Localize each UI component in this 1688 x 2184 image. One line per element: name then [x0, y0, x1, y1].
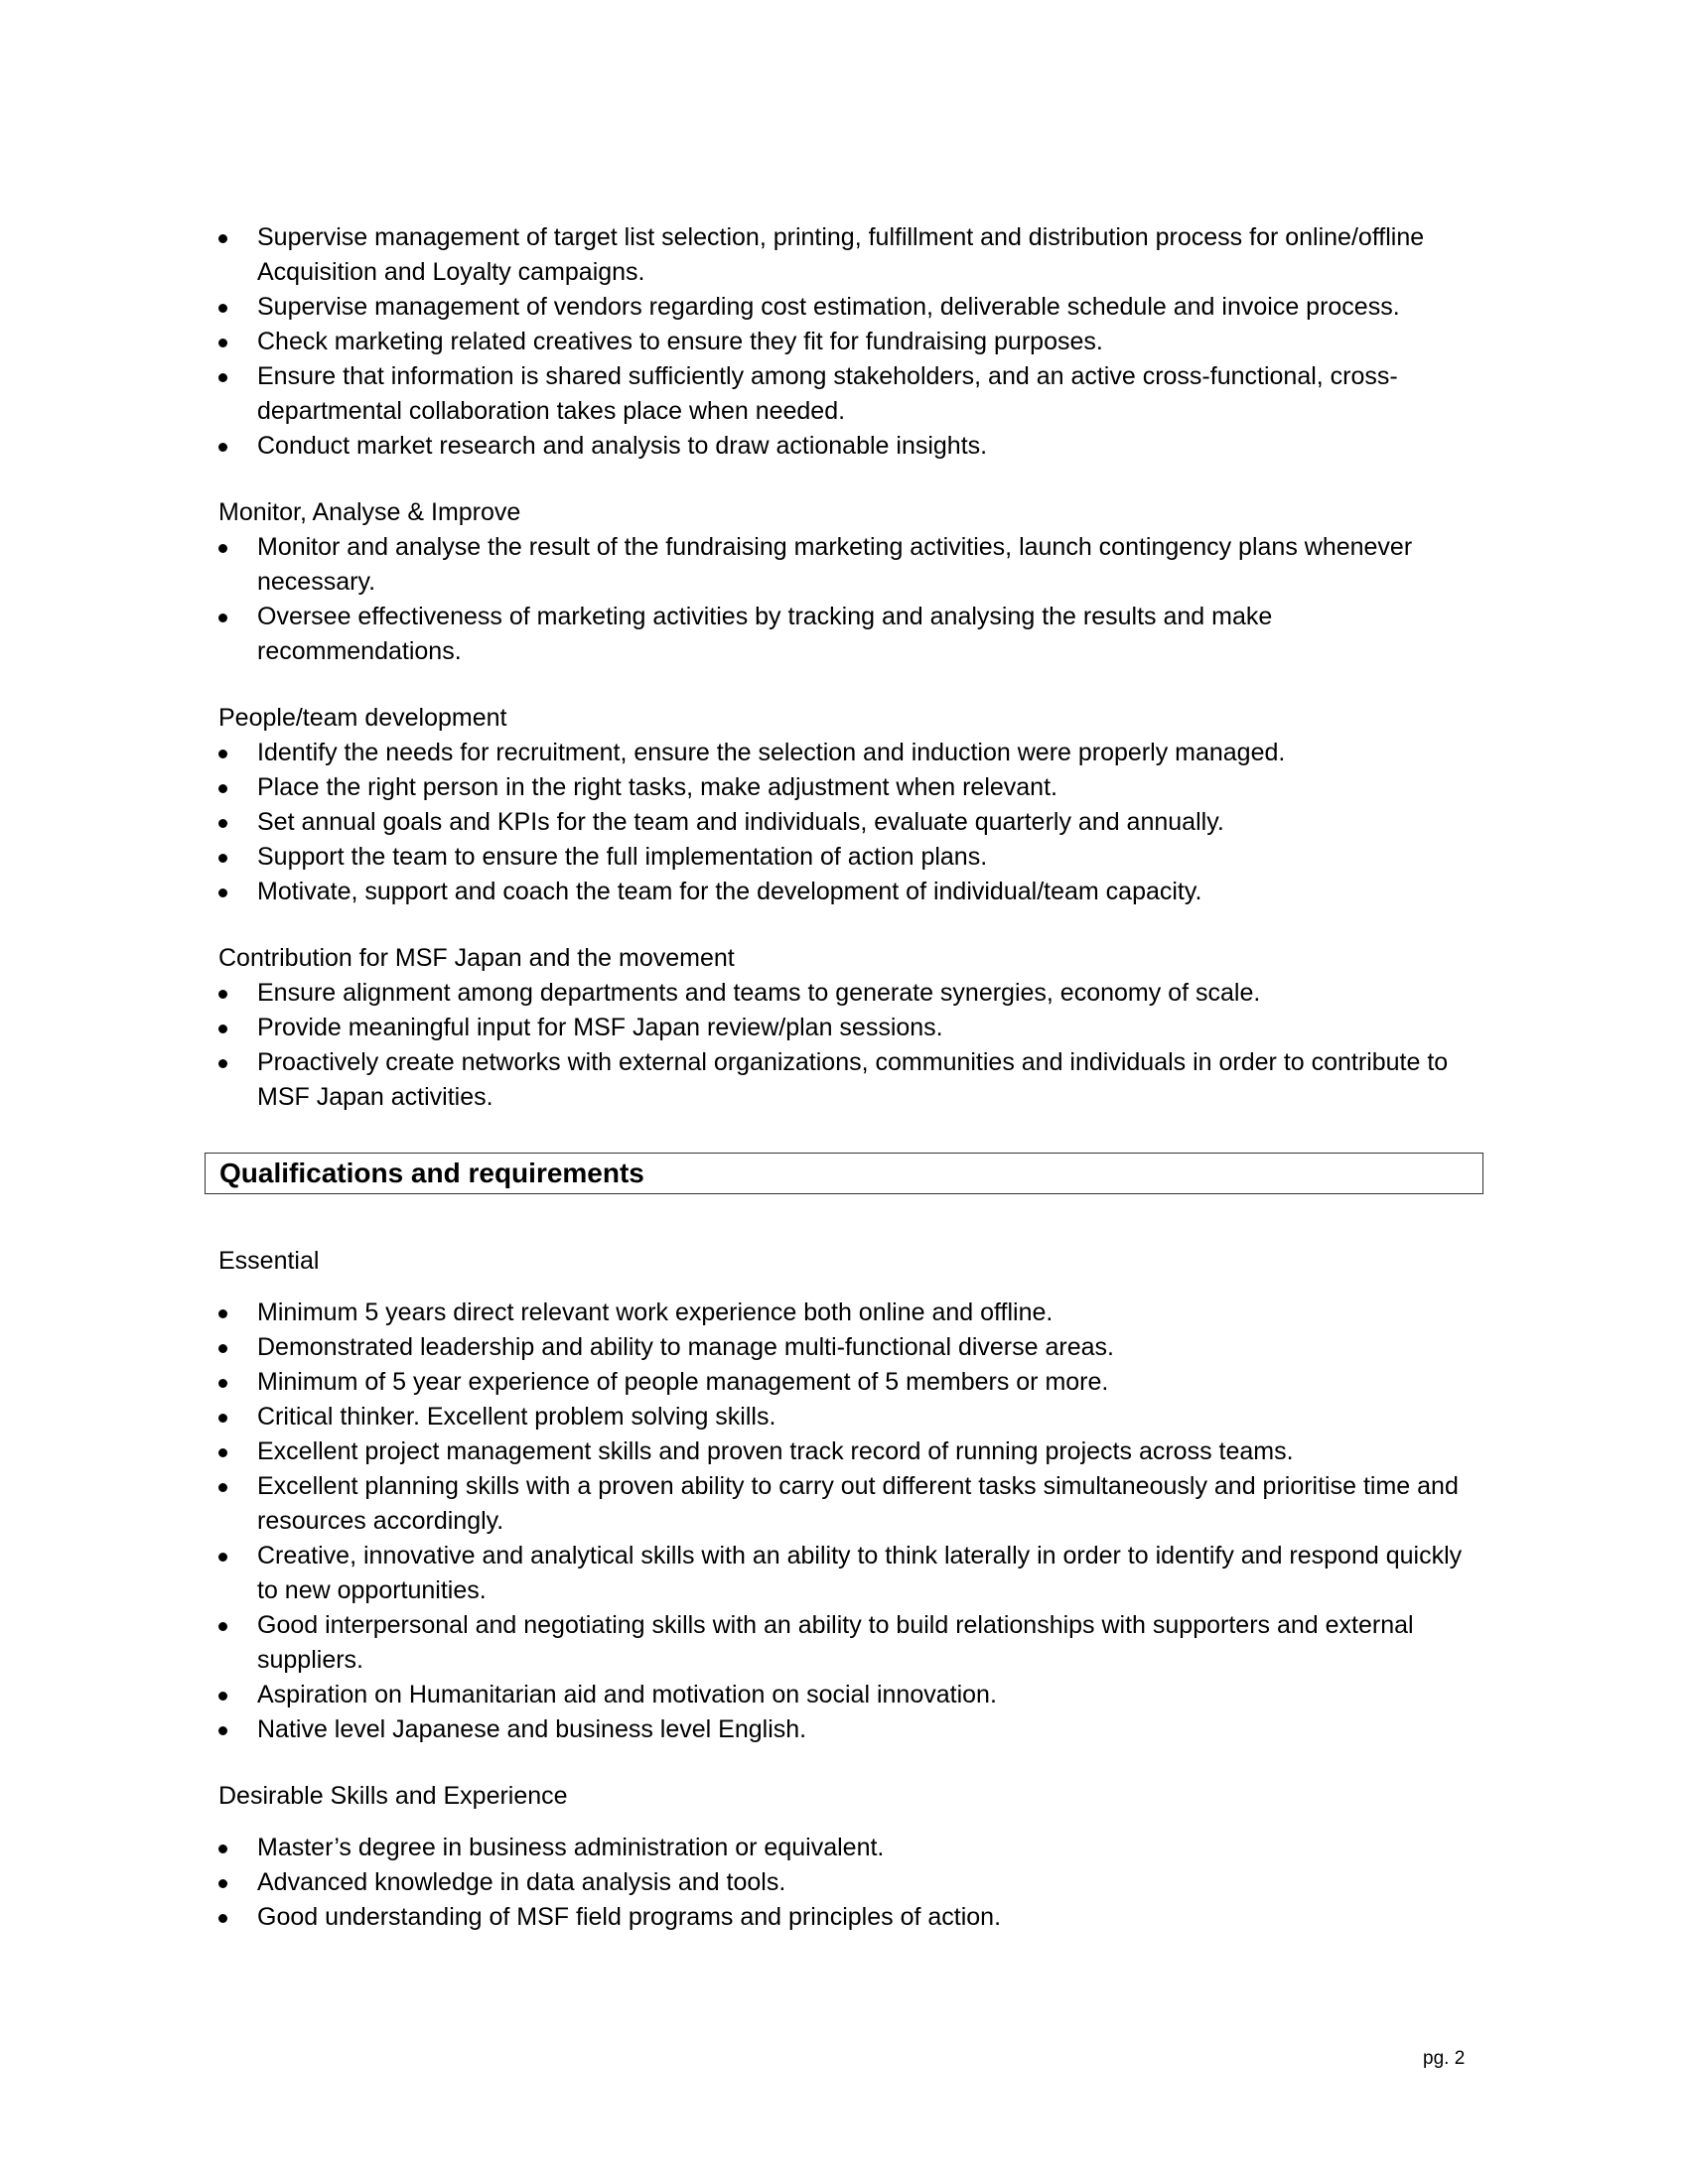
bullet-icon [218, 1914, 227, 1923]
spacer [218, 1814, 1479, 1831]
list-item: Check marketing related creatives to ensure they fit for fundraising purposes. [218, 325, 1479, 359]
bullet-icon [218, 234, 227, 243]
essential-heading: Essential [218, 1247, 320, 1275]
list-item: Identify the needs for recruitment, ensure the selection and induction were properly managed. [218, 736, 1479, 770]
list-item: Supervise management of vendors regarding cost estimation, deliverable schedule and invoice process. [218, 290, 1479, 325]
list-item: Oversee effectiveness of marketing activities by tracking and analysing the results and make recommendations. [218, 600, 1479, 669]
bullet-icon [218, 339, 227, 347]
people-heading: People/team development [218, 704, 507, 732]
list-item: Place the right person in the right tasks, make adjustment when relevant. [218, 770, 1479, 805]
bullet-icon [218, 1844, 227, 1853]
list-item: Master’s degree in business administration or equivalent. [218, 1831, 1479, 1865]
list-item: Support the team to ensure the full implementation of action plans. [218, 840, 1479, 875]
list-item: Advanced knowledge in data analysis and tools. [218, 1865, 1479, 1900]
list-item: Excellent project management skills and proven track record of running projects across teams. [218, 1434, 1479, 1469]
bullet-icon [218, 784, 227, 793]
section-title: Qualifications and requirements [219, 1158, 644, 1188]
bullet-icon [218, 888, 227, 897]
bullet-icon [218, 1726, 227, 1735]
section-header-box [205, 1153, 1483, 1194]
page-content [218, 220, 1479, 1935]
list-item: Monitor and analyse the result of the fundraising marketing activities, launch contingency plans whenever necessary. [218, 530, 1479, 600]
people-list [218, 736, 1479, 909]
bullet-icon [218, 990, 227, 999]
bullet-icon [218, 1024, 227, 1033]
bullet-icon [218, 1879, 227, 1888]
bullet-icon [218, 750, 227, 758]
bullet-icon [218, 1379, 227, 1388]
list-item: Minimum of 5 year experience of people management of 5 members or more. [218, 1365, 1479, 1400]
bullet-icon [218, 304, 227, 313]
bullet-icon [218, 1622, 227, 1631]
list-item: Ensure that information is shared sufficiently among stakeholders, and an active cross-functional, cross-departmental collaboration takes place when needed. [218, 359, 1479, 429]
spacer [218, 909, 1479, 941]
list-item: Good interpersonal and negotiating skills with an ability to build relationships with supporters and external suppliers. [218, 1608, 1479, 1678]
list-item: Aspiration on Humanitarian aid and motivation on social innovation. [218, 1678, 1479, 1712]
spacer [218, 669, 1479, 701]
list-item: Supervise management of target list selection, printing, fulfillment and distribution process for online/offline Acquisition and Loyalty campaigns. [218, 220, 1479, 290]
desirable-heading: Desirable Skills and Experience [218, 1782, 568, 1810]
list-item: Excellent planning skills with a proven ability to carry out different tasks simultaneously and prioritise time and resources accordingly. [218, 1469, 1479, 1539]
list-item: Proactively create networks with external organizations, communities and individuals in order to contribute to MSF Japan activities. [218, 1045, 1479, 1115]
monitor-heading: Monitor, Analyse & Improve [218, 498, 521, 526]
responsibilities-list [218, 220, 1479, 464]
bullet-icon [218, 614, 227, 622]
list-item: Ensure alignment among departments and teams to generate synergies, economy of scale. [218, 976, 1479, 1011]
list-item: Demonstrated leadership and ability to manage multi-functional diverse areas. [218, 1330, 1479, 1365]
spacer [218, 464, 1479, 495]
list-item: Critical thinker. Excellent problem solving skills. [218, 1400, 1479, 1434]
bullet-icon [218, 1059, 227, 1068]
list-item: Good understanding of MSF field programs and principles of action. [218, 1900, 1479, 1935]
bullet-icon [218, 1309, 227, 1318]
list-item: Motivate, support and coach the team for the development of individual/team capacity. [218, 875, 1479, 909]
list-item: Native level Japanese and business level English. [218, 1712, 1479, 1747]
bullet-icon [218, 1553, 227, 1562]
bullet-icon [218, 854, 227, 863]
list-item: Creative, innovative and analytical skills with an ability to think laterally in order to identify and respond quickly to new opportunities. [218, 1539, 1479, 1608]
list-item: Set annual goals and KPIs for the team and individuals, evaluate quarterly and annually. [218, 805, 1479, 840]
list-item: Conduct market research and analysis to draw actionable insights. [218, 429, 1479, 464]
bullet-icon [218, 819, 227, 828]
page-number: pg. 2 [1423, 2048, 1466, 2069]
spacer [218, 1115, 1479, 1153]
bullet-icon [218, 1344, 227, 1353]
bullet-icon [218, 373, 227, 382]
desirable-list [218, 1831, 1479, 1935]
bullet-icon [218, 1414, 227, 1423]
monitor-list [218, 530, 1479, 669]
bullet-icon [218, 544, 227, 553]
bullet-icon [218, 1448, 227, 1457]
bullet-icon [218, 1692, 227, 1701]
spacer [218, 1194, 1479, 1244]
list-item: Minimum 5 years direct relevant work experience both online and offline. [218, 1296, 1479, 1330]
list-item: Provide meaningful input for MSF Japan review/plan sessions. [218, 1011, 1479, 1045]
spacer [218, 1747, 1479, 1779]
bullet-icon [218, 1483, 227, 1492]
essential-list [218, 1296, 1479, 1747]
bullet-icon [218, 443, 227, 452]
spacer [218, 1279, 1479, 1296]
contribution-list [218, 976, 1479, 1115]
contribution-heading: Contribution for MSF Japan and the movement [218, 944, 735, 972]
